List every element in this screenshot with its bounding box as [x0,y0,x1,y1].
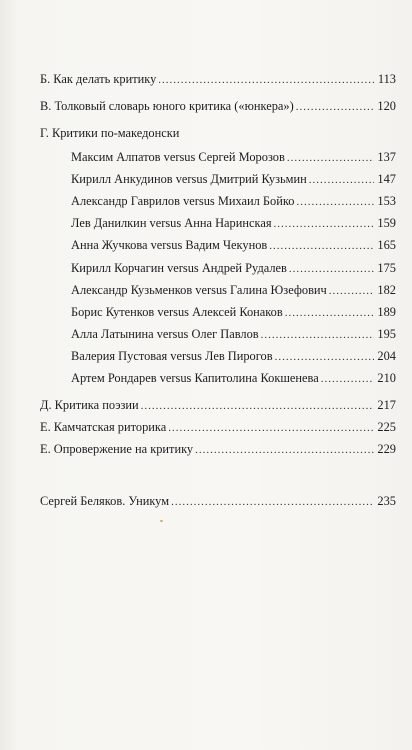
toc-subentry-page: 195 [377,327,396,341]
toc-entry-page: 235 [377,494,396,508]
toc-subentry-page: 204 [377,349,396,363]
toc-subentry [71,305,396,321]
dot-leader [285,306,375,321]
dot-leader [274,217,375,232]
toc-subentry-page: 210 [377,371,396,385]
toc-subentry-page: 175 [377,261,396,275]
toc-subentry-page: 159 [377,216,396,230]
toc-entry-b [40,72,396,88]
paper-speck [160,520,163,522]
toc-subentry [71,371,396,387]
toc-subentry-title: Валерия Пустовая versus Лев Пирогов [71,349,273,363]
dot-leader [287,151,375,166]
toc-subentry [71,283,396,299]
toc-subentry-title: Максим Алпатов versus Сергей Морозов [71,150,285,164]
toc-subentry [71,349,396,365]
toc-subentry [71,172,396,188]
dot-leader [269,239,374,254]
toc-subentry-title: Александр Кузьменков versus Галина Юзефович [71,283,327,297]
dot-leader [171,495,374,510]
toc-entry-page: 113 [377,72,396,86]
toc-subentry-page: 189 [377,305,396,319]
toc-subentry-page: 165 [377,238,396,252]
toc-entry-e1 [40,420,396,436]
toc-subentry [71,150,396,166]
toc-subentry-title: Анна Жучкова versus Вадим Чекунов [71,238,268,252]
toc-subentry [71,194,396,210]
toc-subentry-title: Алла Латынина versus Олег Павлов [71,327,259,341]
toc-subentry-title: Борис Кутенков versus Алексей Конаков [71,305,283,319]
toc-subentry-page: 182 [377,283,396,297]
toc-entry-title: Сергей Беляков. Уникум [40,494,170,508]
dot-leader [275,350,375,365]
dot-leader [261,328,375,343]
dot-leader [158,73,375,88]
toc-entry-page: 229 [377,442,396,456]
toc-subentry [71,216,396,232]
toc-entry-title: Б. Как делать критику [40,72,157,86]
toc-subentry-title: Артем Рондарев versus Капитолина Кокшенева [71,371,319,385]
toc-subentry-page: 147 [377,172,396,186]
dot-leader [309,173,375,188]
dot-leader [296,100,375,115]
toc-entry-title: В. Толковый словарь юного критика («юнкера») [40,99,294,113]
toc-subentry [71,261,396,277]
dot-leader [296,195,374,210]
toc-subentry-title: Кирилл Корчагин versus Андрей Рудалев [71,261,287,275]
toc-section-heading-g: Г. Критики по-македонски [40,126,180,140]
toc-subentry-page: 153 [377,194,396,208]
dot-leader [289,262,375,277]
dot-leader [141,399,375,414]
toc-entry-page: 225 [377,420,396,434]
toc-entry-d [40,398,396,414]
toc-subentry [71,327,396,343]
toc-subentry [71,238,396,254]
dot-leader [329,284,375,299]
toc-entry-title: Д. Критика поэзии [40,398,139,412]
dot-leader [321,372,375,387]
toc-entry-afterword [40,494,396,510]
toc-entry-title: Е. Опровержение на критику [40,442,194,456]
toc-entry-e2 [40,442,396,458]
toc-subentry-title: Лев Данилкин versus Анна Наринская [71,216,272,230]
toc-subentry-title: Кирилл Анкудинов versus Дмитрий Кузьмин [71,172,307,186]
toc-entry-v [40,99,396,115]
dot-leader [168,421,374,436]
toc-entry-page: 217 [377,398,396,412]
toc-subentry-page: 137 [377,150,396,164]
toc-subentry-title: Александр Гаврилов versus Михаил Бойко [71,194,295,208]
dot-leader [195,443,374,458]
toc-entry-page: 120 [377,99,396,113]
toc-entry-title: Е. Камчатская риторика [40,420,167,434]
